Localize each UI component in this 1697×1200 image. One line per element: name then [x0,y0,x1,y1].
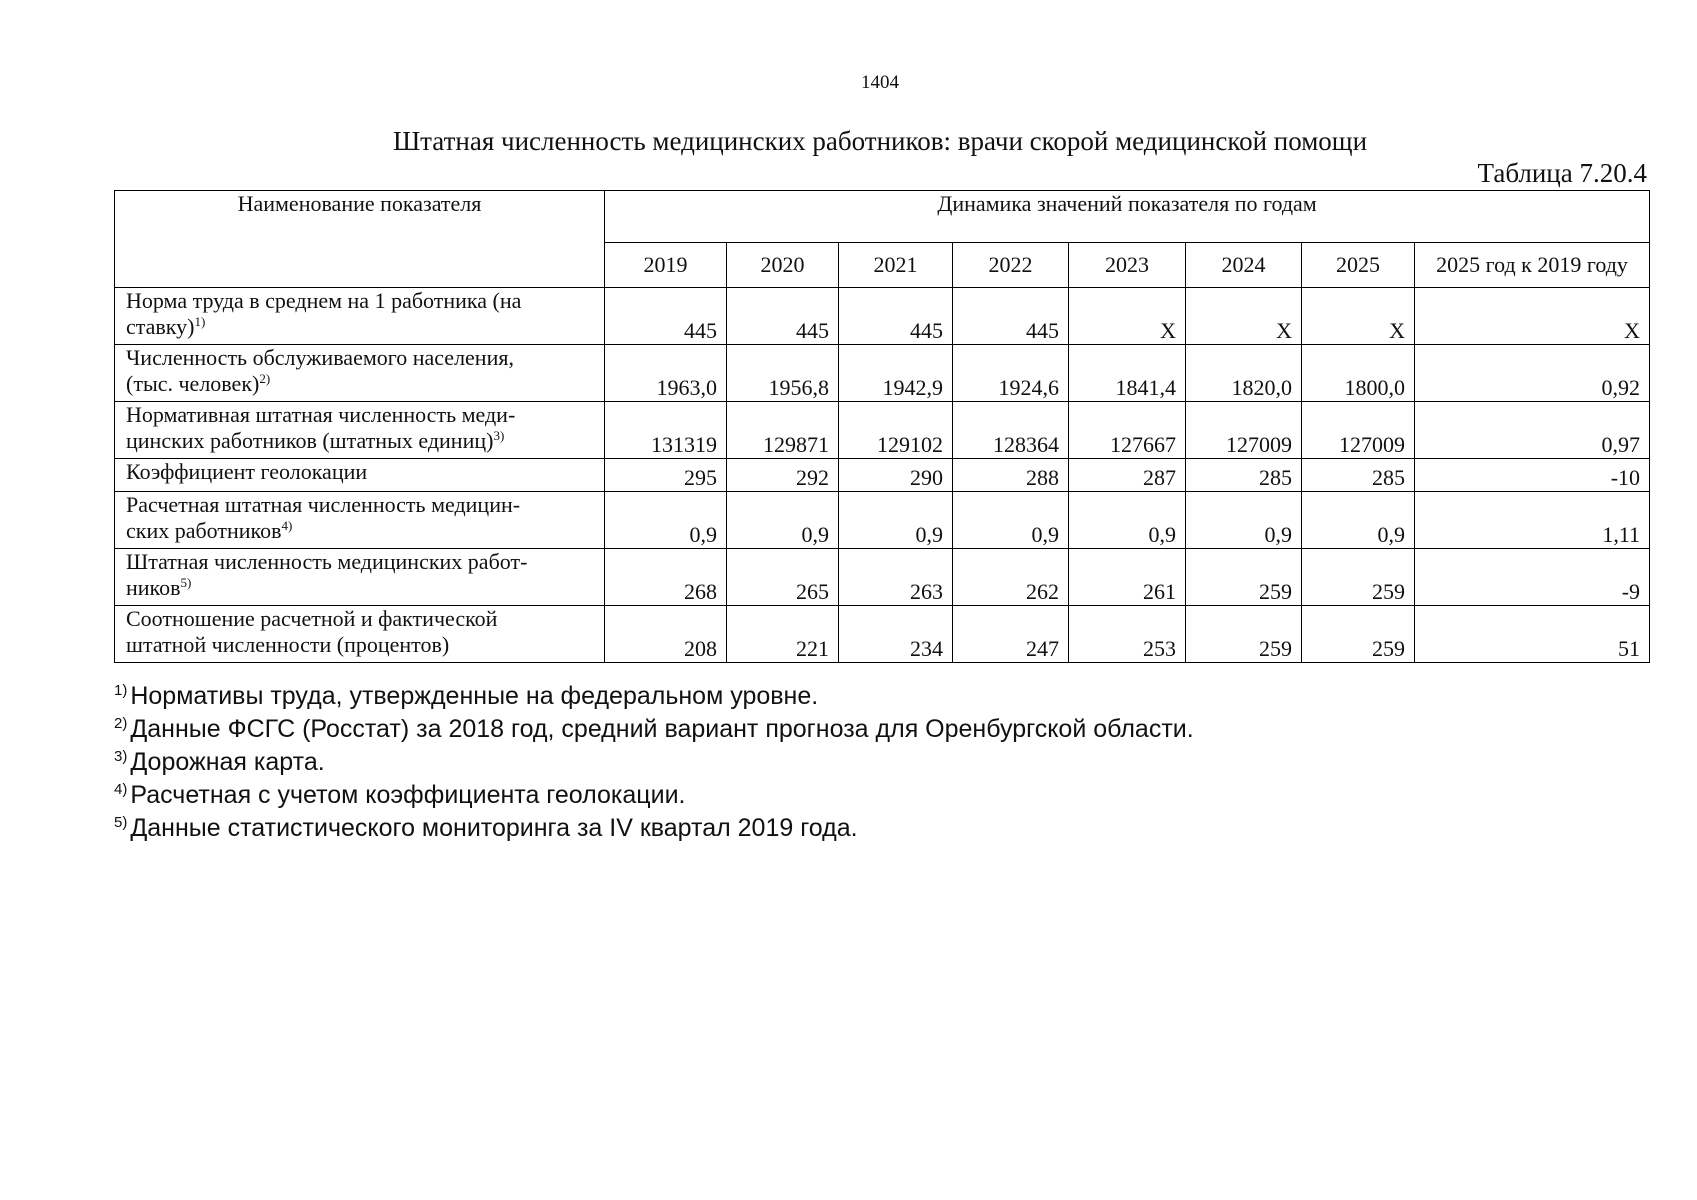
value-cell: 127009 [1302,402,1415,459]
year-header: 2022 [953,243,1069,288]
year-header: 2024 [1186,243,1302,288]
value-cell: 127667 [1069,402,1186,459]
value-cell: 208 [605,606,727,663]
table-row [115,492,1650,549]
table-row [115,549,1650,606]
value-cell: 1942,9 [839,345,953,402]
year-header: 2021 [839,243,953,288]
value-cell: 129871 [727,402,839,459]
ratio-cell: 0,92 [1415,345,1650,402]
value-cell: 259 [1302,549,1415,606]
row-label: Норма труда в среднем на 1 работника (на ставку)$^{1)}$ [115,288,605,345]
value-cell: 1800,0 [1302,345,1415,402]
value-cell: 131319 [605,402,727,459]
value-cell: 234 [839,606,953,663]
table-label: Таблица 7.20.4 [1477,158,1647,188]
footnote: $^{1)}$ Нормативы труда, утвержденные на федеральном уровне. [114,682,819,710]
header-indicator: Наименование показателя [115,191,605,288]
row-label: Расчетная штатная численность медицин- ских работников$^{4)}$ [115,492,605,549]
value-cell: 290 [839,459,953,492]
value-cell: 0,9 [1069,492,1186,549]
value-cell: 0,9 [953,492,1069,549]
footnote-mark: 5) [180,575,192,590]
value-cell: 265 [727,549,839,606]
footnote-mark: 4) [281,518,293,533]
table-row [115,402,1650,459]
header-dynamics: Динамика значений показателя по годам [605,191,1650,243]
row-label: Штатная численность медицинских работ- ников$^{5)}$ [115,549,605,606]
value-cell: 0,9 [839,492,953,549]
value-cell: X [1069,288,1186,345]
value-cell: 1841,4 [1069,345,1186,402]
value-cell: 288 [953,459,1069,492]
ratio-cell: 0,97 [1415,402,1650,459]
ratio-header: 2025 год к 2019 году [1415,243,1650,288]
footnotes [114,680,1194,845]
value-cell: 287 [1069,459,1186,492]
table-row [115,345,1650,402]
footnote: $^{4)}$ Расчетная с учетом коэффициента геолокации. [114,781,686,809]
footnote-mark: 2) [259,371,271,386]
value-cell: 292 [727,459,839,492]
value-cell: 295 [605,459,727,492]
ratio-cell: -10 [1415,459,1650,492]
year-header: 2019 [605,243,727,288]
value-cell: 0,9 [1302,492,1415,549]
value-cell: 268 [605,549,727,606]
footnote: $^{2)}$ Данные ФСГС (Росстат) за 2018 год, средний вариант прогноза для Оренбургской области. [114,715,1194,743]
table-row [115,606,1650,663]
year-header: 2025 [1302,243,1415,288]
value-cell: 259 [1186,606,1302,663]
value-cell: 0,9 [605,492,727,549]
ratio-cell: X [1415,288,1650,345]
value-cell: 0,9 [727,492,839,549]
value-cell: 259 [1186,549,1302,606]
value-cell: 262 [953,549,1069,606]
footnote-mark: 1) [194,314,206,329]
year-header: 2020 [727,243,839,288]
value-cell: 445 [727,288,839,345]
value-cell: 285 [1186,459,1302,492]
value-cell: 445 [839,288,953,345]
footnote-mark: 3) [493,428,505,443]
value-cell: 129102 [839,402,953,459]
value-cell: 1956,8 [727,345,839,402]
value-cell: 259 [1302,606,1415,663]
value-cell: X [1302,288,1415,345]
ratio-cell: 1,11 [1415,492,1650,549]
value-cell: 221 [727,606,839,663]
row-label: Нормативная штатная численность меди- цинских работников (штатных единиц)$^{3)}$ [115,402,605,459]
value-cell: 128364 [953,402,1069,459]
value-cell: 445 [953,288,1069,345]
row-label: Численность обслуживаемого населения, (тыс. человек)$^{2)}$ [115,345,605,402]
table-row [115,459,1650,492]
table-row [115,288,1650,345]
ratio-cell: -9 [1415,549,1650,606]
staffing-table [114,190,1650,663]
document-title: Штатная численность медицинских работников: врачи скорой медицинской помощи [392,126,1368,156]
value-cell: 445 [605,288,727,345]
footnote: $^{3)}$ Дорожная карта. [114,748,325,776]
value-cell: 285 [1302,459,1415,492]
value-cell: 1820,0 [1186,345,1302,402]
year-header: 2023 [1069,243,1186,288]
value-cell: 247 [953,606,1069,663]
value-cell: 1924,6 [953,345,1069,402]
row-label: Соотношение расчетной и фактической штатной численности (процентов) [115,606,605,663]
value-cell: X [1186,288,1302,345]
footnote: $^{5)}$ Данные статистического мониторинга за IV квартал 2019 года. [114,814,858,842]
value-cell: 253 [1069,606,1186,663]
page-number: 1404 [861,72,899,93]
value-cell: 0,9 [1186,492,1302,549]
value-cell: 1963,0 [605,345,727,402]
value-cell: 263 [839,549,953,606]
value-cell: 127009 [1186,402,1302,459]
value-cell: 261 [1069,549,1186,606]
ratio-cell: 51 [1415,606,1650,663]
row-label: Коэффициент геолокации [115,459,605,492]
